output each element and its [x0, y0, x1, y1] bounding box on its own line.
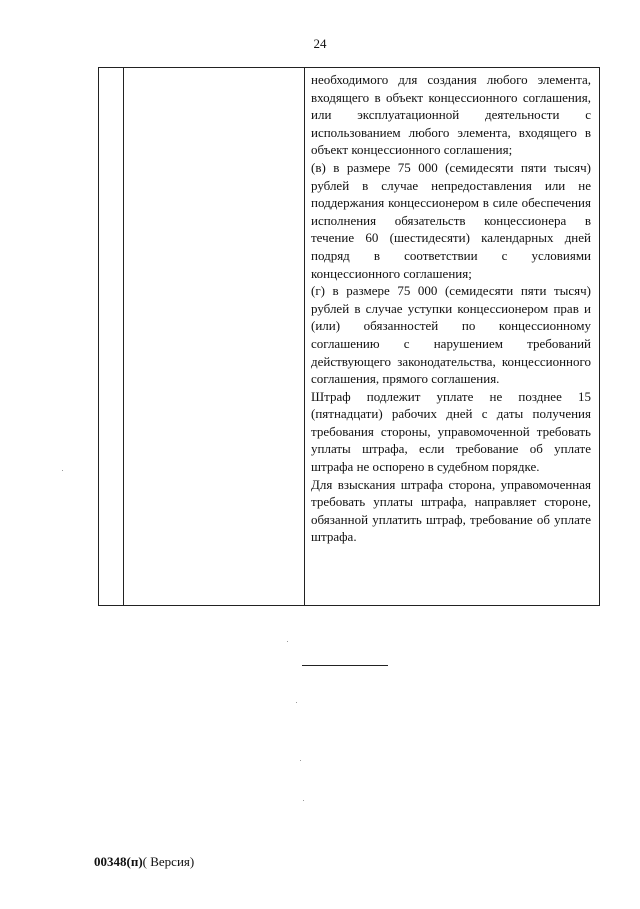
paragraph-penalty-v: (в) в размере 75 000 (семидесяти пяти тысяч) рублей в случае непредоставления или не поддержания концессионером в силе обеспечения исполнения обязательств концессионера в течение 60 (шестидесяти) календарных дней подряд в соответствии с условиями концессионного соглашения; — [311, 159, 591, 281]
page-number: 24 — [313, 36, 327, 51]
footer-code: 00348(п) — [94, 854, 143, 869]
end-rule — [302, 665, 388, 666]
footer-document-code — [94, 854, 194, 870]
table-column-divider — [304, 68, 305, 605]
scan-speck — [296, 702, 297, 703]
content-table — [98, 67, 600, 606]
paragraph-penalty-g: (г) в размере 75 000 (семидесяти пяти тысяч) рублей в случае уступки концессионером прав и (или) обязанностей по концессионному соглашению с нарушением требований действующего законодательства, концессионного соглашения, прямого соглашения. — [311, 283, 591, 387]
scan-speck — [303, 800, 304, 801]
paragraph-recovery: Для взыскания штрафа сторона, управомоченная требовать уплаты штрафа, направляет стороне, обязанной уплатить штраф, требование об уплате штрафа. — [311, 476, 591, 545]
paragraph-payment-term: Штраф подлежит уплате не позднее 15 (пятнадцати) рабочих дней с даты получения требования стороны, управомоченной требовать уплаты штрафа, если требование об уплате штрафа не оспорено в судебном порядке. — [311, 388, 591, 475]
scan-speck — [300, 760, 301, 761]
footer-version: ( Версия) — [142, 854, 195, 869]
table-column-divider — [123, 68, 124, 605]
paragraph-continuation: необходимого для создания любого элемента, входящего в объект концессионного соглашения, или эксплуатационной деятельности с использованием любого элемента, входящего в объект концессионного соглашения; — [311, 72, 591, 158]
table-text-cell — [311, 71, 591, 546]
scan-speck — [287, 641, 288, 642]
scan-speck — [62, 470, 63, 471]
